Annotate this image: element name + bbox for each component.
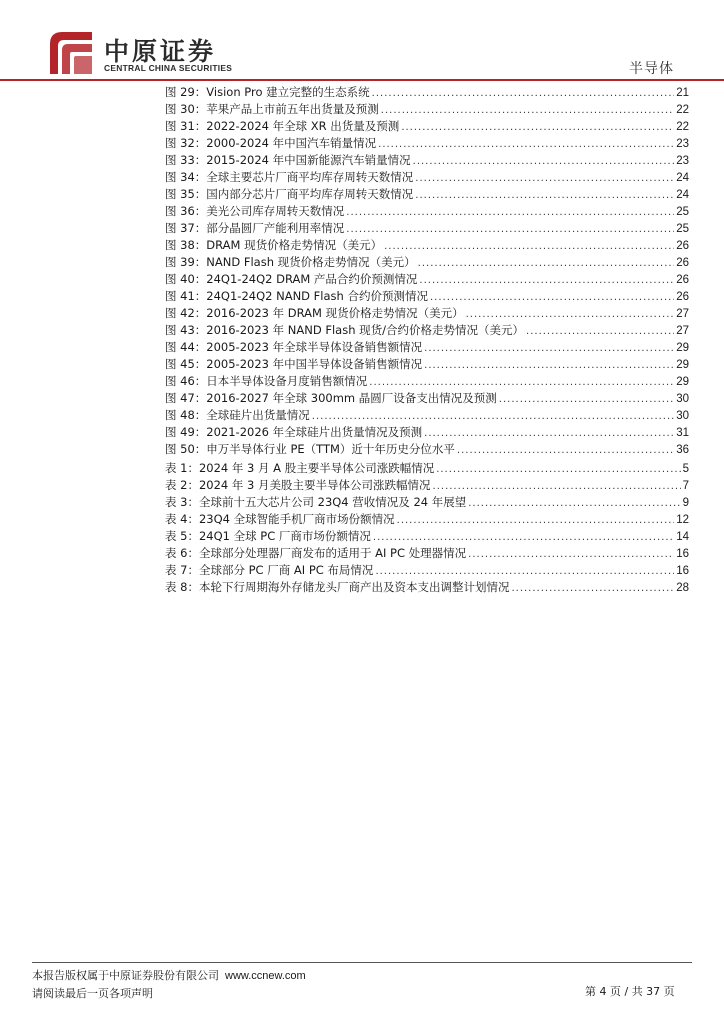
figure-entry-page-number: 29 (676, 342, 689, 354)
dot-leader (415, 187, 674, 204)
figure-entry-label: 图 47：2016-2027 年全球 300mm 晶圆厂设备支出情况及预测 (165, 391, 497, 405)
figure-entry-page-number: 36 (676, 444, 689, 456)
figure-entry-page-number: 27 (676, 308, 689, 320)
dot-leader (413, 153, 675, 170)
table-entry-page-number: 9 (682, 497, 689, 509)
dot-leader (430, 289, 674, 306)
website-link[interactable]: www.ccnew.com (225, 970, 306, 982)
dot-leader (397, 512, 675, 529)
figure-entry-page-number: 25 (676, 206, 689, 218)
figure-entry-page-number: 31 (676, 427, 689, 439)
figure-entry-page-number: 29 (676, 359, 689, 371)
brand-name-en: CENTRAL CHINA SECURITIES (104, 63, 233, 73)
figure-entry[interactable] (165, 135, 689, 152)
figure-entry-page-number: 22 (676, 121, 689, 133)
section-title: 半导体 (629, 61, 674, 77)
brand-logo-mark-icon (48, 30, 94, 76)
table-entry-label: 表 7：全球部分 PC 厂商 AI PC 布局情况 (165, 563, 374, 577)
table-entry-label: 表 6：全球部分处理器厂商发布的适用于 AI PC 处理器情况 (165, 546, 467, 560)
figure-entry[interactable] (165, 254, 689, 271)
footer-copyright-line (32, 967, 306, 985)
footer-divider (32, 962, 692, 963)
figure-entry-label: 图 42：2016-2023 年 DRAM 现货价格走势情况（美元） (165, 306, 464, 320)
brand-logo (48, 30, 288, 76)
figure-entry-label: 图 33：2015-2024 年中国新能源汽车销量情况 (165, 153, 411, 167)
figure-entry-label: 图 38：DRAM 现货价格走势情况（美元） (165, 238, 383, 252)
figure-entry-page-number: 23 (676, 138, 689, 150)
figure-entry[interactable] (165, 288, 689, 305)
dot-leader (418, 255, 675, 272)
dot-leader (312, 408, 674, 425)
figure-entry-label: 图 46：日本半导体设备月度销售额情况 (165, 374, 368, 388)
table-entry-label: 表 3：全球前十五大芯片公司 23Q4 营收情况及 24 年展望 (165, 495, 467, 509)
figure-entry-label: 图 45：2005-2023 年中国半导体设备销售额情况 (165, 357, 423, 371)
figure-entry-label: 图 48：全球硅片出货量情况 (165, 408, 310, 422)
brand-name-cn: 中原证券 (104, 37, 217, 66)
figure-entry[interactable] (165, 271, 689, 288)
figure-entry-label: 图 32：2000-2024 年中国汽车销量情况 (165, 136, 377, 150)
figure-entry[interactable] (165, 84, 689, 101)
table-entry-page-number: 12 (676, 514, 689, 526)
figure-entry[interactable] (165, 424, 689, 441)
figure-entry[interactable] (165, 390, 689, 407)
dot-leader (511, 580, 674, 597)
figure-entry[interactable] (165, 118, 689, 135)
figure-entry-label: 图 50：申万半导体行业 PE（TTM）近十年历史分位水平 (165, 442, 455, 456)
table-entry-page-number: 28 (676, 582, 689, 594)
table-entry-label: 表 1：2024 年 3 月 A 股主要半导体公司涨跌幅情况 (165, 461, 435, 475)
header-divider (0, 79, 724, 81)
figure-entry[interactable] (165, 186, 689, 203)
figure-entry[interactable] (165, 407, 689, 424)
figure-entry-page-number: 24 (676, 172, 689, 184)
dot-leader (369, 374, 674, 391)
dot-leader (466, 306, 675, 323)
figure-entry[interactable] (165, 152, 689, 169)
figure-entry-label: 图 37：部分晶圆厂产能利用率情况 (165, 221, 345, 235)
figure-entry[interactable] (165, 220, 689, 237)
figure-entry[interactable] (165, 356, 689, 373)
dot-leader (372, 85, 675, 102)
figure-entry-label: 图 40：24Q1-24Q2 DRAM 产品合约价预测情况 (165, 272, 418, 286)
table-entry-page-number: 16 (676, 548, 689, 560)
figure-entry[interactable] (165, 441, 689, 458)
figure-entry-page-number: 26 (676, 291, 689, 303)
table-entry[interactable] (165, 562, 689, 579)
figure-entry-page-number: 22 (676, 104, 689, 116)
dot-leader (346, 221, 674, 238)
dot-leader (436, 461, 680, 478)
figure-entry-page-number: 23 (676, 155, 689, 167)
table-entry-page-number: 16 (676, 565, 689, 577)
dot-leader (373, 529, 674, 546)
page-header (0, 0, 724, 80)
dot-leader (401, 119, 674, 136)
figure-entry-label: 图 43：2016-2023 年 NAND Flash 现货/合约价格走势情况（美元） (165, 323, 525, 337)
dot-leader (384, 238, 674, 255)
dot-leader (346, 204, 674, 221)
table-entry-label: 表 2：2024 年 3 月美股主要半导体公司涨跌幅情况 (165, 478, 431, 492)
figure-entry-label: 图 36：美光公司库存周转天数情况 (165, 204, 345, 218)
table-entry-page-number: 7 (682, 480, 689, 492)
figure-entry-page-number: 26 (676, 257, 689, 269)
table-entry-page-number: 14 (676, 531, 689, 543)
figure-entry-page-number: 21 (676, 87, 689, 99)
figure-entry[interactable] (165, 373, 689, 390)
dot-leader (468, 495, 680, 512)
page-indicator: 第 4 页 / 共 37 页 (585, 985, 675, 998)
figure-entry-label: 图 35：国内部分芯片厂商平均库存周转天数情况 (165, 187, 414, 201)
dot-leader (375, 563, 674, 580)
figure-entry-page-number: 30 (676, 410, 689, 422)
figure-entry-label: 图 30：苹果产品上市前五年出货量及预测 (165, 102, 379, 116)
dot-leader (424, 357, 674, 374)
figure-entry-label: 图 34：全球主要芯片厂商平均库存周转天数情况 (165, 170, 414, 184)
table-entry[interactable] (165, 460, 689, 477)
figure-entry[interactable] (165, 101, 689, 118)
figure-entry[interactable] (165, 169, 689, 186)
table-entry-label: 表 8：本轮下行周期海外存储龙头厂商产出及资本支出调整计划情况 (165, 580, 510, 594)
footer-notes (32, 967, 306, 1002)
figure-entry[interactable] (165, 237, 689, 254)
figure-entry-page-number: 27 (676, 325, 689, 337)
figure-list (165, 84, 689, 458)
figure-entry[interactable] (165, 322, 689, 339)
table-list (165, 460, 689, 596)
dot-leader (499, 391, 674, 408)
dot-leader (457, 442, 674, 459)
figure-entry-label: 图 31：2022-2024 年全球 XR 出货量及预测 (165, 119, 400, 133)
figure-entry-page-number: 26 (676, 240, 689, 252)
table-entry[interactable] (165, 494, 689, 511)
dot-leader (433, 478, 681, 495)
figure-entry-label: 图 39：NAND Flash 现货价格走势情况（美元） (165, 255, 416, 269)
dot-leader (526, 323, 674, 340)
table-entry[interactable] (165, 545, 689, 562)
figure-entry-page-number: 30 (676, 393, 689, 405)
table-entry[interactable] (165, 579, 689, 596)
dot-leader (424, 425, 674, 442)
table-entry[interactable] (165, 528, 689, 545)
dot-leader (468, 546, 674, 563)
copyright-text: 本报告版权属于中原证券股份有限公司 (32, 969, 219, 982)
figure-entry-page-number: 24 (676, 189, 689, 201)
dot-leader (419, 272, 674, 289)
figure-entry-label: 图 49：2021-2026 年全球硅片出货量情况及预测 (165, 425, 423, 439)
figure-entry[interactable] (165, 339, 689, 356)
table-entry-label: 表 4：23Q4 全球智能手机厂商市场份额情况 (165, 512, 395, 526)
table-entry-page-number: 5 (682, 463, 689, 475)
dot-leader (415, 170, 674, 187)
table-entry-label: 表 5：24Q1 全球 PC 厂商市场份额情况 (165, 529, 371, 543)
figure-entry[interactable] (165, 203, 689, 220)
table-entry[interactable] (165, 477, 689, 494)
figure-entry-label: 图 29：Vision Pro 建立完整的生态系统 (165, 85, 370, 99)
figure-entry-label: 图 41：24Q1-24Q2 NAND Flash 合约价预测情况 (165, 289, 428, 303)
figure-entry-label: 图 44：2005-2023 年全球半导体设备销售额情况 (165, 340, 423, 354)
figure-entry[interactable] (165, 305, 689, 322)
dot-leader (381, 102, 674, 119)
figure-entry-page-number: 29 (676, 376, 689, 388)
figure-entry-page-number: 26 (676, 274, 689, 286)
table-entry[interactable] (165, 511, 689, 528)
dot-leader (424, 340, 674, 357)
disclaimer-text: 请阅读最后一页各项声明 (32, 987, 153, 1000)
dot-leader (378, 136, 674, 153)
figure-entry-page-number: 25 (676, 223, 689, 235)
